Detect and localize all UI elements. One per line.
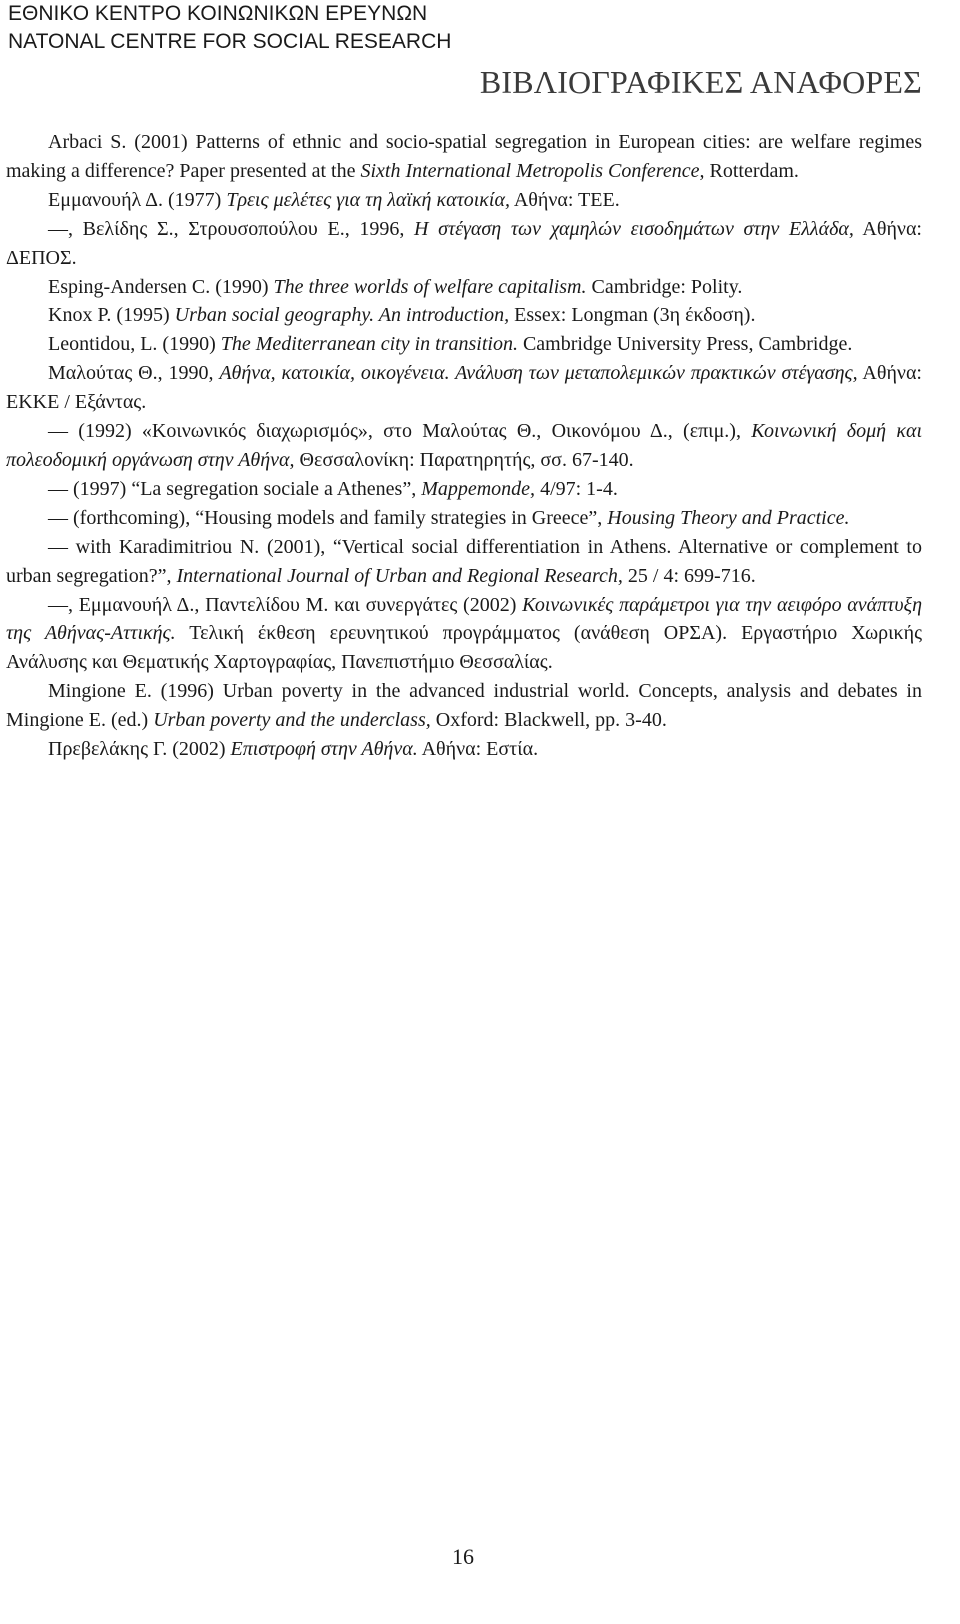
reference-text: Esping-Andersen C. (1990) bbox=[48, 275, 274, 298]
page-number: 16 bbox=[452, 1544, 474, 1569]
reference-text: — with Karadimitriou N. (2001), “Vertical social differentiation in Athens. Alternative or complement to urban segregation?”, bbox=[6, 535, 922, 587]
reference-title-italic: The Mediterranean city in transition. bbox=[220, 333, 518, 356]
reference-text: Oxford: Blackwell, pp. 3-40. bbox=[430, 709, 667, 732]
reference-title-italic: Sixth International Metropolis Conference, bbox=[360, 159, 705, 182]
reference-text: — (forthcoming), “Housing models and family strategies in Greece”, bbox=[48, 506, 608, 529]
reference-title-italic: Επιστροφή στην Αθήνα. bbox=[230, 738, 418, 761]
reference-title-italic: Αθήνα, κατοικία, οικογένεια. Ανάλυση των μεταπολεμικών πρακτικών στέγασης, bbox=[219, 362, 858, 385]
reference-title-italic: Η στέγαση των χαμηλών εισοδημάτων στην Ελλάδα, bbox=[414, 217, 854, 240]
reference-text: — (1992) «Κοινωνικός διαχωρισμός», στο Μαλούτας Θ., Οικονόμου Δ., (επιμ.), bbox=[48, 420, 752, 443]
reference-text: Μαλούτας Θ., 1990, bbox=[48, 362, 220, 385]
reference-entry bbox=[6, 533, 922, 591]
reference-text: Mingione E. (1996) Urban poverty in the advanced industrial world. Concepts, analysis and debates in Mingione E. (ed.) bbox=[6, 680, 922, 732]
reference-entry bbox=[6, 273, 922, 302]
reference-text: Leontidou, L. (1990) bbox=[48, 333, 221, 356]
reference-text: —, Βελίδης Σ., Στρουσοπούλου Ε., 1996, bbox=[48, 217, 415, 240]
reference-text: Cambridge: Polity. bbox=[586, 275, 743, 298]
reference-entry bbox=[6, 475, 922, 504]
reference-text: Cambridge University Press, Cambridge. bbox=[517, 333, 853, 356]
reference-text: Τελική έκθεση ερευνητικού προγράμματος (ανάθεση ΟΡΣΑ). Εργαστήριο Χωρικής Ανάλυσης και Θεματικής Χαρτογραφίας, Πανεπιστήμιο Θεσσαλίας. bbox=[6, 622, 922, 674]
reference-text: Αθήνα: Εστία. bbox=[417, 738, 539, 761]
reference-title-italic: Housing Theory and Practice. bbox=[607, 506, 850, 529]
reference-text: Essex: Longman (3η έκδοση). bbox=[509, 304, 756, 327]
reference-entry bbox=[6, 330, 922, 359]
reference-entry bbox=[6, 215, 922, 273]
reference-text: —, Εμμανουήλ Δ., Παντελίδου Μ. και συνεργάτες (2002) bbox=[48, 593, 523, 616]
reference-entry bbox=[6, 359, 922, 417]
reference-text: Arbaci S. (2001) Patterns of ethnic and socio-spatial segregation in European cities: are welfare regimes making a difference? Paper presented at the bbox=[6, 131, 922, 182]
reference-entry bbox=[6, 677, 922, 735]
reference-title-italic: Τρεις μελέτες για τη λαϊκή κατοικία, bbox=[226, 188, 510, 211]
reference-title-italic: The three worlds of welfare capitalism. bbox=[273, 275, 587, 298]
reference-text: Πρεβελάκης Γ. (2002) bbox=[48, 738, 231, 761]
reference-text: Αθήνα: ΔΕΠΟΣ. bbox=[6, 217, 922, 269]
reference-text: Θεσσαλονίκη: Παρατηρητής, σσ. 67-140. bbox=[294, 448, 634, 471]
reference-text: — (1997) “La segregation sociale a Athenes”, bbox=[48, 477, 422, 500]
institution-name-english: NATONAL CENTRE FOR SOCIAL RESEARCH bbox=[8, 30, 452, 53]
reference-text: Αθήνα: ΤΕΕ. bbox=[509, 188, 620, 211]
reference-entry bbox=[6, 591, 922, 678]
reference-title-italic: International Journal of Urban and Regional Research, bbox=[176, 564, 623, 587]
reference-entry bbox=[6, 417, 922, 475]
reference-title-italic: Mappemonde, bbox=[421, 477, 536, 500]
institution-name-greek: ΕΘΝΙΚΟ ΚΕΝΤΡΟ ΚΟΙΝΩΝΙΚΩΝ ΕΡΕΥΝΩΝ bbox=[8, 2, 428, 25]
reference-title-italic: Κοινωνικές παράμετροι για την αειφόρο ανάπτυξη της Αθήνας-Αττικής. bbox=[6, 593, 922, 645]
reference-text: Rotterdam. bbox=[704, 159, 799, 182]
reference-list bbox=[6, 128, 922, 764]
reference-entry bbox=[6, 504, 922, 533]
reference-entry bbox=[6, 301, 922, 330]
reference-text: 25 / 4: 699-716. bbox=[622, 564, 756, 587]
reference-text: Knox P. (1995) bbox=[48, 304, 175, 327]
reference-text: Εμμανουήλ Δ. (1977) bbox=[48, 188, 227, 211]
reference-title-italic: Κοινωνική δομή και πολεοδομική οργάνωση στην Αθήνα, bbox=[6, 420, 923, 471]
page-header bbox=[8, 0, 451, 56]
reference-entry bbox=[6, 735, 922, 764]
reference-title-italic: Urban poverty and the underclass, bbox=[153, 709, 431, 732]
reference-entry bbox=[6, 128, 922, 186]
section-title: ΒΙΒΛΙΟΓΡΑΦΙΚΕΣ ΑΝΑΦΟΡΕΣ bbox=[479, 64, 922, 100]
reference-entry bbox=[6, 186, 922, 215]
reference-text: Αθήνα: ΕΚΚΕ / Εξάντας. bbox=[6, 362, 922, 414]
reference-title-italic: Urban social geography. An introduction, bbox=[174, 304, 510, 327]
reference-text: 4/97: 1-4. bbox=[535, 477, 618, 500]
